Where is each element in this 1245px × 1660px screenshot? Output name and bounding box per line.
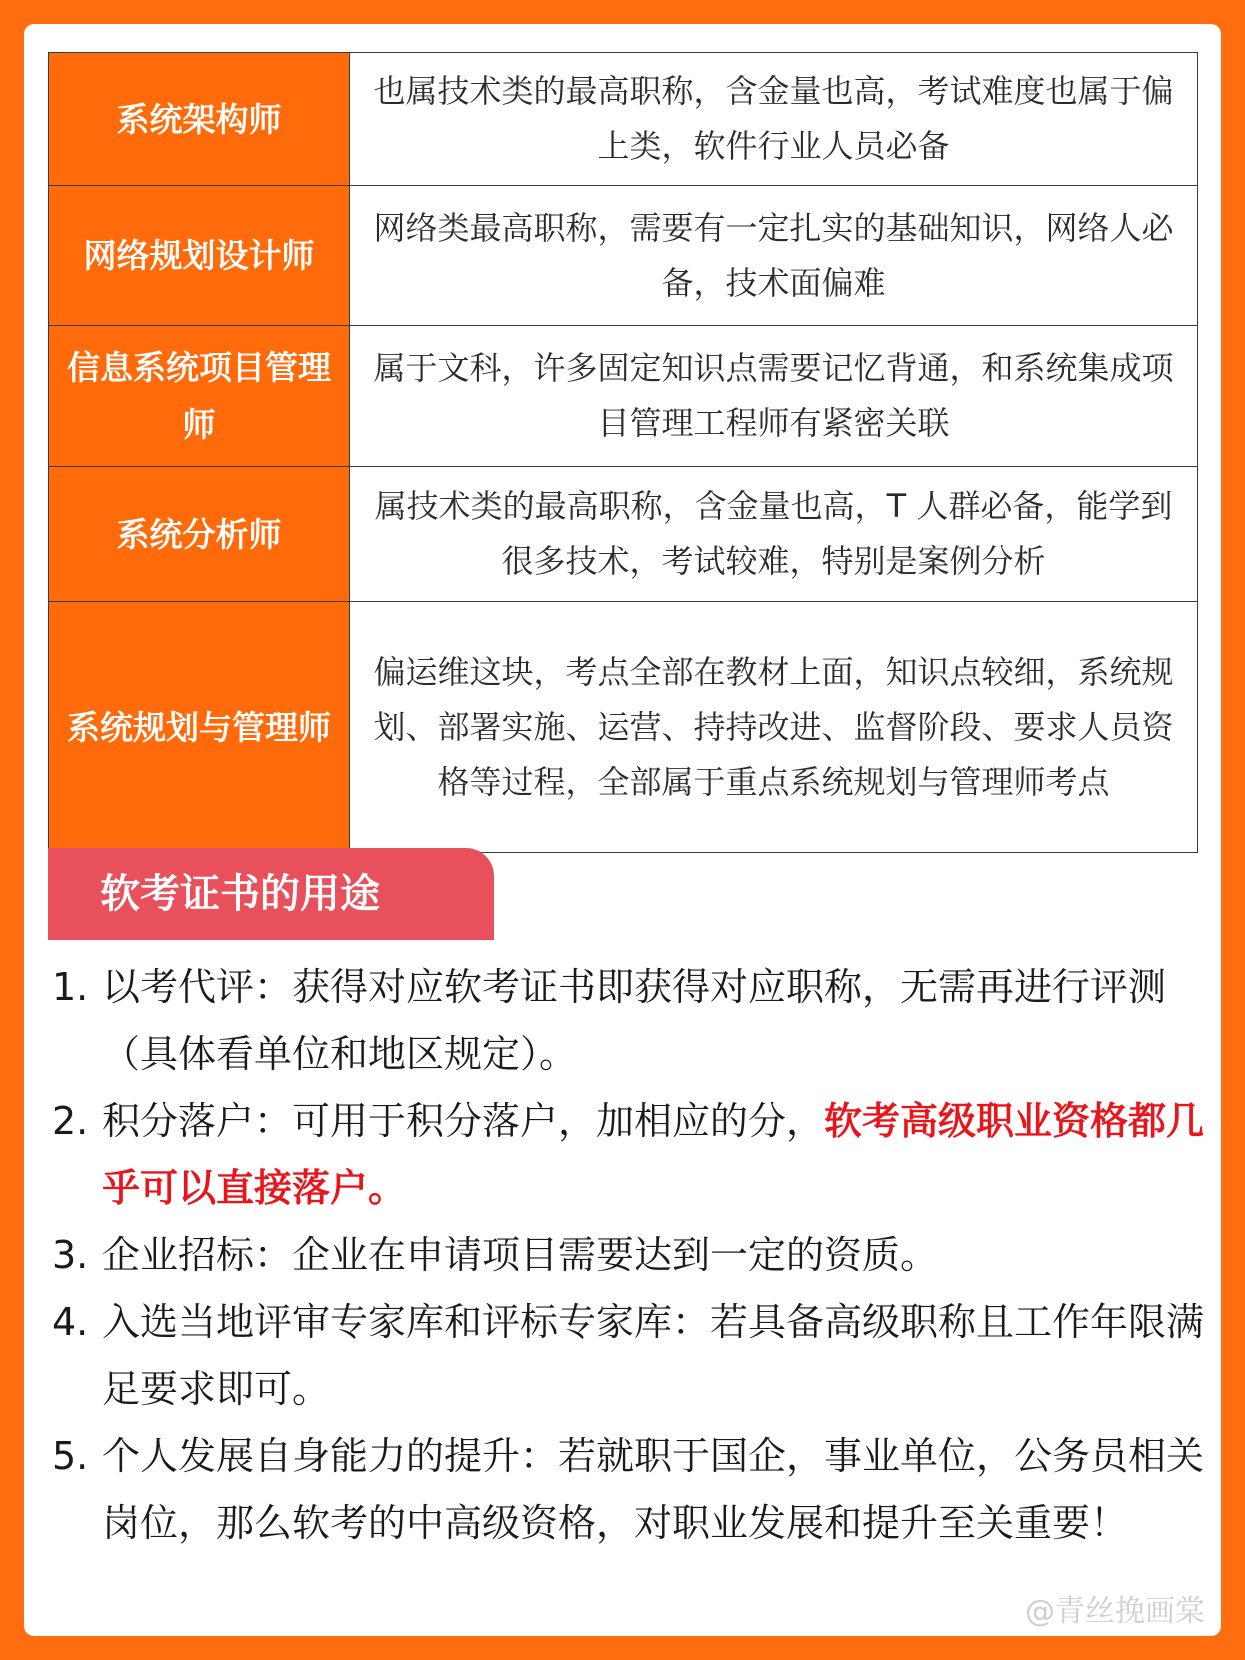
item-number: 4. — [52, 1300, 89, 1344]
list-item — [52, 1088, 1212, 1222]
table-row — [49, 467, 1198, 602]
role-description: 也属技术类的最高职称，含金量也高，考试难度也属于偏上类，软件行业人员必备 — [350, 53, 1198, 186]
item-number: 2. — [52, 1099, 89, 1143]
certification-table — [48, 52, 1198, 853]
table-row — [49, 326, 1198, 467]
list-item — [52, 954, 1212, 1088]
role-description: 网络类最高职称，需要有一定扎实的基础知识，网络人必备，技术面偏难 — [350, 186, 1198, 326]
role-title: 系统规划与管理师 — [49, 602, 350, 853]
role-description: 偏运维这块，考点全部在教材上面，知识点较细，系统规划、部署实施、运营、持持改进、监督阶段、要求人员资格等过程，全部属于重点系统规划与管理师考点 — [350, 602, 1198, 853]
list-item — [52, 1423, 1212, 1557]
section-title: 软考证书的用途 — [48, 848, 494, 940]
item-text: 入选当地评审专家库和评标专家库：若具备高级职称且工作年限满足要求即可。 — [102, 1300, 1205, 1411]
table-row — [49, 53, 1198, 186]
role-title: 信息系统项目管理师 — [49, 326, 350, 467]
item-text: 积分落户：可用于积分落户，加相应的分， — [102, 1099, 825, 1143]
role-description: 属技术类的最高职称，含金量也高，T 人群必备，能学到很多技术，考试较难，特别是案例分析 — [350, 467, 1198, 602]
content-card — [24, 24, 1221, 1636]
item-text: 个人发展自身能力的提升：若就职于国企，事业单位，公务员相关岗位，那么软考的中高级资格，对职业发展和提升至关重要！ — [102, 1434, 1205, 1545]
uses-list — [52, 954, 1212, 1557]
table-row — [49, 602, 1198, 853]
item-text: 以考代评：获得对应软考证书即获得对应职称，无需再进行评测（具体看单位和地区规定）。 — [102, 965, 1167, 1076]
table-row — [49, 186, 1198, 326]
highlight-text: 软考高级职业资格都几乎可以直接落户。 — [102, 1099, 1205, 1210]
item-number: 1. — [52, 965, 89, 1009]
item-number: 3. — [52, 1233, 89, 1277]
item-text: 企业招标：企业在申请项目需要达到一定的资质。 — [102, 1233, 939, 1277]
item-number: 5. — [52, 1434, 89, 1478]
watermark: @青丝挽画棠 — [1025, 1594, 1205, 1629]
role-title: 系统架构师 — [49, 53, 350, 186]
role-title: 系统分析师 — [49, 467, 350, 602]
role-description: 属于文科，许多固定知识点需要记忆背通，和系统集成项目管理工程师有紧密关联 — [350, 326, 1198, 467]
role-title: 网络规划设计师 — [49, 186, 350, 326]
list-item — [52, 1289, 1212, 1423]
list-item — [52, 1222, 1212, 1289]
